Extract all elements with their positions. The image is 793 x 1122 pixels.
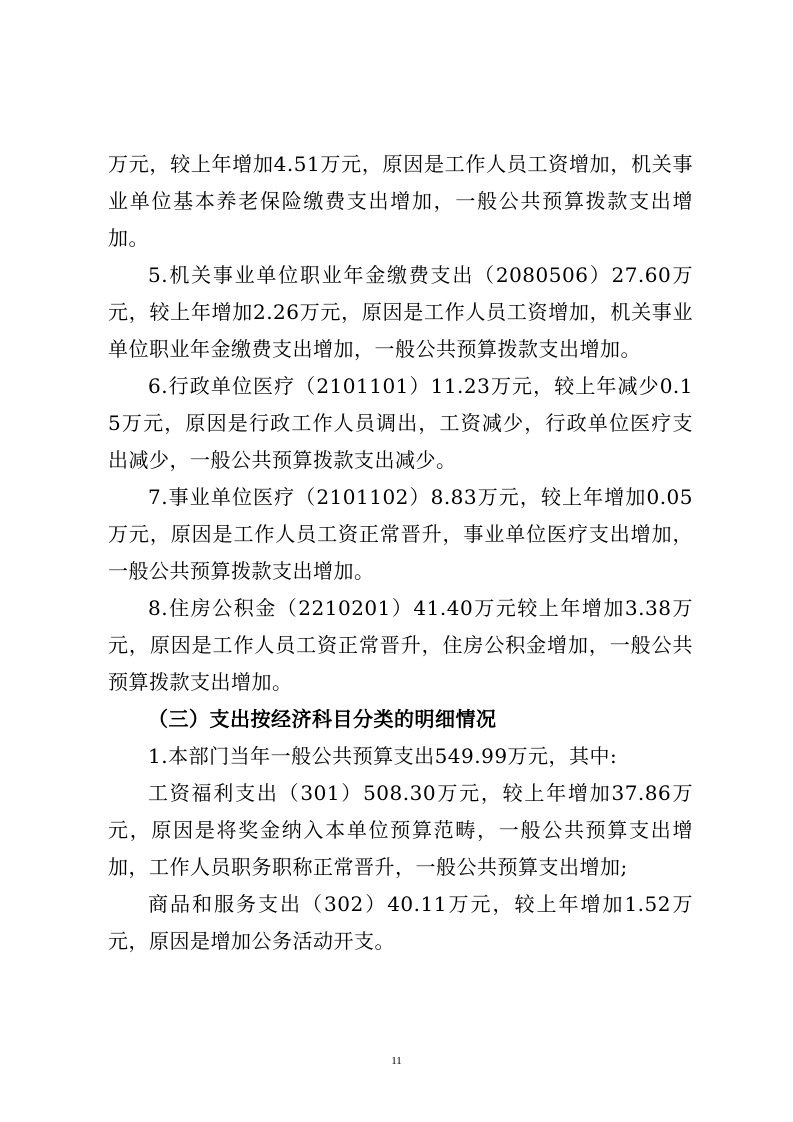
paragraph-item-7: 7.事业单位医疗（2101102）8.83万元，较上年增加0.05万元，原因是工作人员工资正常晋升，事业单位医疗支出增加，一般公共预算拨款支出增加。 xyxy=(108,485,693,583)
paragraph-item-6: 6.行政单位医疗（2101101）11.23万元，较上年减少0.15万元，原因是行政工作人员调出，工资减少，行政单位医疗支出减少，一般公共预算拨款支出减少。 xyxy=(108,374,693,472)
paragraph-continuation: 万元，较上年增加4.51万元，原因是工作人员工资增加，机关事业单位基本养老保险缴费支出增加，一般公共预算拨款支出增加。 xyxy=(108,152,693,250)
paragraph-item-5: 5.机关事业单位职业年金缴费支出（2080506）27.60万元，较上年增加2.26万元，原因是工作人员工资增加，机关事业单位职业年金缴费支出增加，一般公共预算拨款支出增加。 xyxy=(108,263,693,361)
document-body xyxy=(108,146,693,960)
section-heading: （三）支出按经济科目分类的明细情况 xyxy=(148,707,497,731)
paragraph-goods-services: 商品和服务支出（302）40.11万元，较上年增加1.52万元，原因是增加公务活动开支。 xyxy=(108,892,693,953)
paragraph-item-8: 8.住房公积金（2210201）41.40万元较上年增加3.38万元，原因是工作人员工资正常晋升，住房公积金增加，一般公共预算拨款支出增加。 xyxy=(108,596,693,694)
paragraph-wages: 工资福利支出（301）508.30万元，较上年增加37.86万元，原因是将奖金纳入本单位预算范畴，一般公共预算支出增加，工作人员职务职称正常晋升，一般公共预算支出增加; xyxy=(108,781,693,879)
page-number: 11 xyxy=(391,1055,402,1067)
paragraph-item-1: 1.本部门当年一般公共预算支出549.99万元，其中: xyxy=(148,744,618,768)
